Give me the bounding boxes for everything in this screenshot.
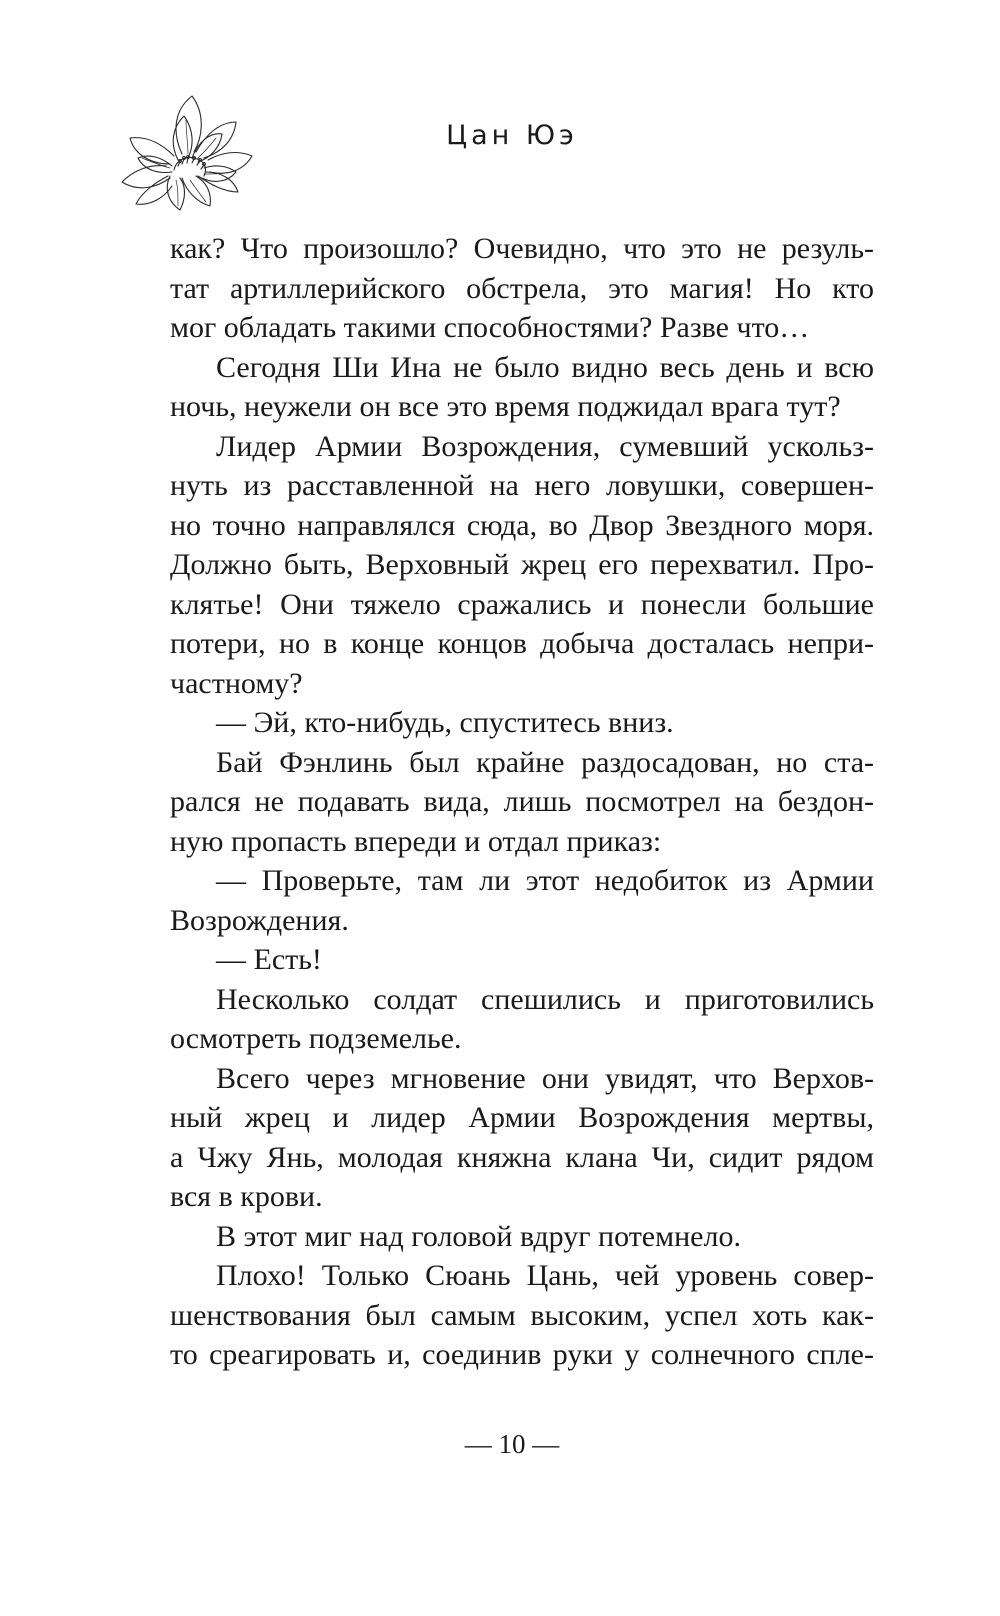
text-line: клятье! Они тяжело сражались и понесли большие (170, 587, 874, 621)
page-number: — 10 — (464, 1429, 560, 1459)
text-line: Бай Фэнлинь был крайне раздосадован, но ста- (216, 745, 874, 779)
text-line: рался не подавать вида, лишь посмотрел на бездон- (170, 785, 874, 818)
text-line: шенствования был самым высоким, успел хоть как- (170, 1298, 874, 1332)
text-line: мог обладать такими способностями? Разве что… (170, 311, 810, 344)
text-line: В этот миг над головой вдруг потемнело. (216, 1219, 741, 1253)
body-text (170, 229, 874, 1375)
text-line: Сегодня Ши Ина не было видно весь день и всю (216, 350, 874, 384)
text-line: частному? (170, 666, 303, 700)
text-line: а Чжу Янь, молодая княжна клана Чи, сидит рядом (170, 1140, 874, 1174)
text-line: Должно быть, Верховный жрец его перехватил. Про- (170, 548, 874, 581)
running-header-title: Цан Юэ (446, 120, 578, 151)
text-line: нуть из расставленной на него ловушки, совершен- (170, 469, 874, 502)
text-line: то среагировать и, соединив руки у солнечного спле- (170, 1338, 874, 1371)
text-line: тат артиллерийского обстрела, это магия! Но кто (170, 271, 874, 305)
text-line: ночь, неужели он все это время поджидал врага тут? (170, 390, 841, 423)
text-line: ную пропасть впереди и отдал приказ: (170, 824, 662, 858)
lotus-flower-icon (112, 92, 260, 214)
text-line: осмотреть подземелье. (170, 1022, 462, 1055)
text-line: Всего через мгновение они увидят, что Верхов- (216, 1061, 874, 1095)
text-line: — Есть! (216, 943, 322, 976)
text-line: ный жрец и лидер Армии Возрождения мертвы, (170, 1101, 874, 1134)
text-line: как? Что произошло? Очевидно, что это не резуль- (170, 232, 874, 265)
text-line: Возрождения. (170, 903, 349, 937)
text-line: но точно направлялся сюда, во Двор Звездного моря. (170, 508, 874, 542)
text-line: — Проверьте, там ли этот недобиток из Армии (216, 864, 874, 897)
text-line: вся в крови. (170, 1180, 323, 1213)
text-line: Плохо! Только Сюань Цань, чей уровень совер- (216, 1259, 874, 1292)
text-line: потери, но в конце концов добыча досталась непри- (170, 627, 874, 660)
text-line: Несколько солдат спешились и приготовились (216, 982, 874, 1016)
text-line: Лидер Армии Возрождения, сумевший ускольз- (216, 429, 874, 463)
text-line: — Эй, кто-нибудь, спуститесь вниз. (216, 706, 674, 739)
